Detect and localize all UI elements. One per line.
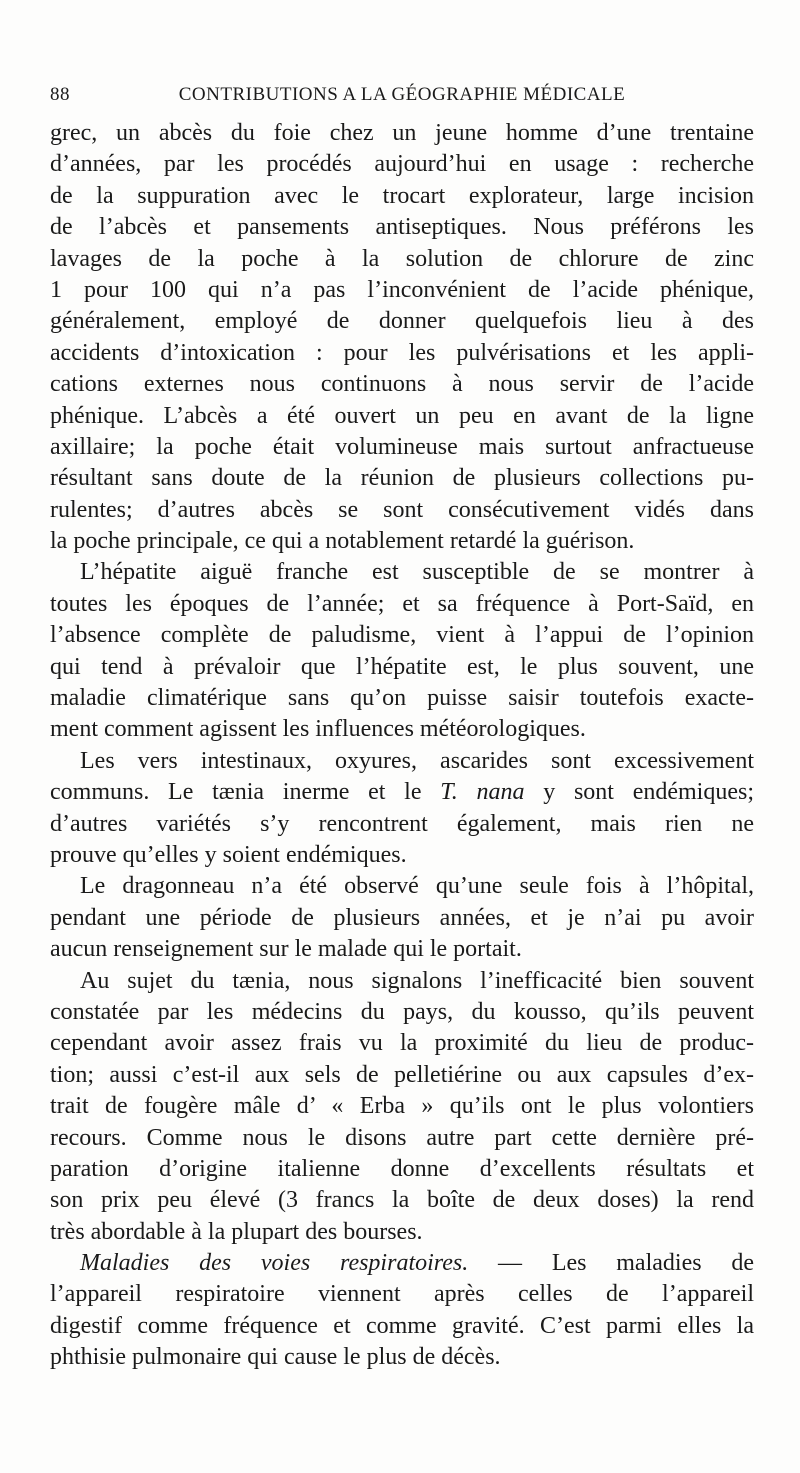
text-line: maladie climatérique sans qu’on puisse saisir toutefois exacte- xyxy=(50,685,754,712)
text-line: l’absence complète de paludisme, vient à l’appui de l’opinion xyxy=(50,622,754,649)
text-line: aucun renseignement sur le malade qui le portait. xyxy=(50,936,522,963)
text-line: L’hépatite aiguë franche est susceptible de se montrer à xyxy=(80,559,754,586)
text-line: paration d’origine italienne donne d’excellents résultats et xyxy=(50,1155,754,1182)
text-line: Les vers intestinaux, oxyures, ascarides sont excessivement xyxy=(80,747,754,774)
text-line: trait de fougère mâle d’ « Erba » qu’ils ont le plus volontiers xyxy=(50,1093,754,1120)
text-line: de la suppuration avec le trocart explorateur, large incision xyxy=(50,182,754,209)
page-number: 88 xyxy=(50,84,70,105)
text-line: généralement, employé de donner quelquefois lieu à des xyxy=(50,308,754,335)
text-line: digestif comme fréquence et comme gravité. C’est parmi elles la xyxy=(50,1312,754,1339)
text-line: très abordable à la plupart des bourses. xyxy=(50,1218,423,1245)
text-line: prouve qu’elles y soient endémiques. xyxy=(50,841,407,868)
text-line: de l’abcès et pansements antiseptiques. Nous préférons les xyxy=(50,214,754,241)
text-line: résultant sans doute de la réunion de plusieurs collections pu- xyxy=(50,465,754,492)
text-line: lavages de la poche à la solution de chlorure de zinc xyxy=(50,245,754,272)
text-line: accidents d’intoxication : pour les pulvérisations et les appli- xyxy=(50,339,754,366)
text-line: la poche principale, ce qui a notablement retardé la guérison. xyxy=(50,528,635,555)
page-header xyxy=(50,84,754,114)
text-line: pendant une période de plusieurs années, et je n’ai pu avoir xyxy=(50,904,754,931)
species-name: T. nana xyxy=(440,779,525,806)
text-line: son prix peu élevé (3 francs la boîte de deux doses) la rend xyxy=(50,1187,754,1214)
text-line: d’autres variétés s’y rencontrent également, mais rien ne xyxy=(50,810,754,837)
text-line: communs. Le tænia inerme et le T. nana y sont endémiques; xyxy=(50,779,754,806)
section-heading: Maladies des voies respiratoires. xyxy=(80,1250,469,1277)
text-line: 1 pour 100 qui n’a pas l’inconvénient de l’acide phénique, xyxy=(50,276,754,303)
text-line: cependant avoir assez frais vu la proximité du lieu de produc- xyxy=(50,1030,754,1057)
text-line: tion; aussi c’est-il aux sels de pelletiérine ou aux capsules d’ex- xyxy=(50,1061,754,1088)
text-line: Le dragonneau n’a été observé qu’une seule fois à l’hôpital, xyxy=(80,873,754,900)
text-line: phthisie pulmonaire qui cause le plus de décès. xyxy=(50,1344,501,1371)
text-line: grec, un abcès du foie chez un jeune homme d’une trentaine xyxy=(50,120,754,146)
text-line: phénique. L’abcès a été ouvert un peu en avant de la ligne xyxy=(50,402,754,429)
body-text xyxy=(50,118,754,1374)
text-line: cations externes nous continuons à nous servir de l’acide xyxy=(50,371,754,398)
text-line: l’appareil respiratoire viennent après celles de l’appareil xyxy=(50,1281,754,1308)
text-line: Au sujet du tænia, nous signalons l’inefficacité bien souvent xyxy=(80,967,754,994)
text-line: ment comment agissent les influences météorologiques. xyxy=(50,716,586,743)
text-line: axillaire; la poche était volumineuse mais surtout anfractueuse xyxy=(50,433,754,460)
text-line: Maladies des voies respiratoires. — Les maladies de xyxy=(80,1250,755,1277)
text-line: d’années, par les procédés aujourd’hui en usage : recherche xyxy=(50,151,754,178)
text-line: qui tend à prévaloir que l’hépatite est, le plus souvent, une xyxy=(50,653,754,680)
text-line: toutes les époques de l’année; et sa fréquence à Port-Saïd, en xyxy=(50,590,754,617)
text-line: recours. Comme nous le disons autre part cette dernière pré- xyxy=(50,1124,754,1151)
running-head: CONTRIBUTIONS A LA GÉOGRAPHIE MÉDICALE xyxy=(178,84,626,105)
text-line: constatée par les médecins du pays, du kousso, qu’ils peuvent xyxy=(50,998,754,1025)
text-line: rulentes; d’autres abcès se sont consécutivement vidés dans xyxy=(50,496,754,523)
